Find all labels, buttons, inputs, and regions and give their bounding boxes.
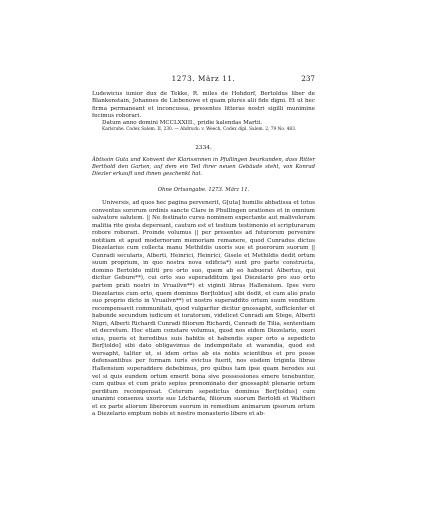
- document-regest: Äbtissin Guta und Konvent der Klarissinnen in Pfullingen beurkunden, dass Ritter Berthold den Garten, auf dem ein Teil ihrer neuen Gebäude steht, von Konrad Diezler erkauft und ihnen geschenkt hat.: [92, 157, 315, 177]
- running-header: [92, 74, 315, 84]
- previous-document-end: [92, 91, 315, 133]
- body-paragraph: Universis, ad quos hec pagina pervenerit, G[uta] humilis abbatissa et totus conventus sororum ordinis sancte Clare in Phullingen orationes et in omnium salvatore salutem. || Ne festinato cursu nominem expectante aut malivolorum malitia rite gesta depereant, cautum est et testium testimonio et scripturarum robore roborari. Proinde volumus || per presentes ad futurorum pervenire notitiam et apud modernorum memoriam remanere, quod Cunradus dictus Diezelarius cum collecta manu Methildis uxoris sue et puerorum suorum || Cunradi secularis, Alberti, Heinrici, Heinrici, Gisele et Methildis dedit ortum suum proprium, in quo nostra nova edificia*) sunt pro parte constructa, domino Bertoldo militi pro orto suo, quem ab eo habuerat Albertus, qui dicitur Gebure**), cui orto suo superadditum ipsi Diezelario pro suo orto partem prati nostri in Vruailvn**) et viginti libras Hallensium. Ipse vero Diezelarius cum orto, quem dominus Ber[toldus] sibi dedit, et cum alio prato suo proprio dicto in Vruailvn**) et nostro superaddito ortum suum venditum recompensavit communitati, quod vulgariter dicitur gnossapht, sufficienter et habunde secundum iudicum et iuratorum, videlicet Cunradi am Stege, Alberti Nigri, Alberti Richardi Cunradi filiorum Richardi, Cunradi de Tilia, sententiam et decretum. Hoc etiam constare volumus, quod nos eidem Diezelario, uxori eius, pueris et heredibus suis habitis et habendis super orto a sepedicto Ber[toldo] sibi dato obligavimus de indempnitate et warandia, quod est wersapht, taliter ut, si idem ortus ab eis nobis scientibus et pro posse defensantibus per formam iuris evictus fuerit, nos eisdem triginta libras Hallensium superaddere debebimus, pro quibus tam ipse quam heredes sui vel si quis eundem ortum emerit bona sive possessiones emere tenebuntur, cum quibus et cum prato sepius prenominato der gnossapht plenarie ortum perditum recompensat. Ceterum sepedictus dominus Ber[toldus] cum unanimi consensu uxoris sue Ldcharda, filiorum suorum Bertoldi et Waltheri et ex parte aliorum liberorum suorum in remedium animarum ipsorum ortum a Diezelario emptum nobis et nostro monasterio libere et ab-: [92, 200, 315, 418]
- document-body: [92, 200, 315, 419]
- header-date: 1273. März 11.: [171, 74, 236, 83]
- page-number: 237: [301, 74, 315, 83]
- document-dateline: Ohne Ortsangabe. 1273. März 11.: [157, 187, 250, 193]
- previous-text: Ludewicus iunior dux de Tekke, R. miles de Hohdorf, Bertoldus liber de Blankenstain, Johannes de Liebenowe et quam plures alii fide digni. Et ut hec firma permaneant et inconcussa, presentes litteras nostri sigilli munimine fecimus roborari.: [92, 91, 315, 119]
- document-number: 2334.: [195, 145, 212, 151]
- previous-datum: Datum anno domini MCCLXXIII., pridie kalendas Martii.: [102, 120, 263, 127]
- previous-source: Karlsruhe. Codex Salem. II, 230. — Abdruck: v. Weech, Codex dipl. Salem. 2, 79 No. 483.: [102, 127, 297, 133]
